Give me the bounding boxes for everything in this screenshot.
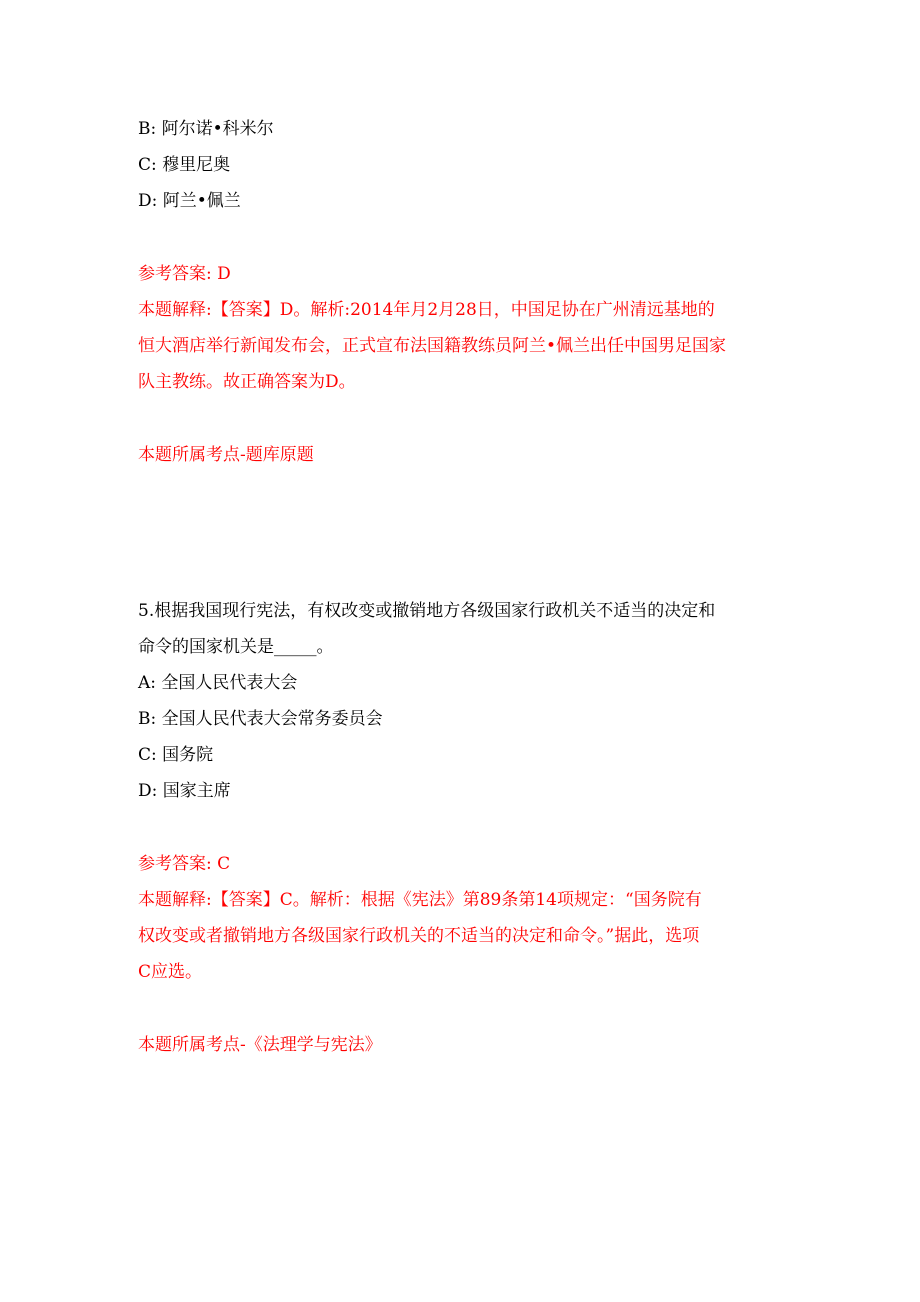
q4-explanation-line-2: 恒大酒店举行新闻发布会，正式宣布法国籍教练员阿兰•佩兰出任中国男足国家 bbox=[138, 336, 727, 356]
q5-option-c: C: 国务院 bbox=[138, 745, 214, 765]
q5-option-d: D: 国家主席 bbox=[138, 781, 231, 801]
q5-question-line-1: 5.根据我国现行宪法，有权改变或撤销地方各级国家行政机关不适当的决定和 bbox=[138, 601, 716, 621]
q4-topic: 本题所属考点-题库原题 bbox=[138, 445, 314, 465]
q5-option-a: A: 全国人民代表大会 bbox=[138, 673, 298, 693]
q4-option-b: B: 阿尔诺•科米尔 bbox=[138, 119, 274, 139]
q5-explanation-line-2: 权改变或者撤销地方各级国家行政机关的不适当的决定和命令。”据此，选项 bbox=[138, 926, 700, 946]
q5-answer: 参考答案: C bbox=[138, 854, 231, 874]
q4-answer: 参考答案: D bbox=[138, 264, 231, 284]
q4-option-d: D: 阿兰•佩兰 bbox=[138, 191, 241, 211]
q5-question-line-2: 命令的国家机关是_____。 bbox=[138, 637, 334, 657]
q5-topic: 本题所属考点-《法理学与宪法》 bbox=[138, 1035, 382, 1055]
q5-option-b: B: 全国人民代表大会常务委员会 bbox=[138, 709, 383, 729]
q5-explanation-line-3: C应选。 bbox=[138, 962, 203, 982]
q4-explanation-line-1: 本题解释:【答案】D。解析:2014年月2月28日，中国足协在广州清远基地的 bbox=[138, 300, 715, 320]
q4-explanation-line-3: 队主教练。故正确答案为D。 bbox=[138, 372, 356, 392]
q4-option-c: C: 穆里尼奥 bbox=[138, 155, 231, 175]
q5-explanation-line-1: 本题解释:【答案】C。解析：根据《宪法》第89条第14项规定：“国务院有 bbox=[138, 890, 702, 910]
